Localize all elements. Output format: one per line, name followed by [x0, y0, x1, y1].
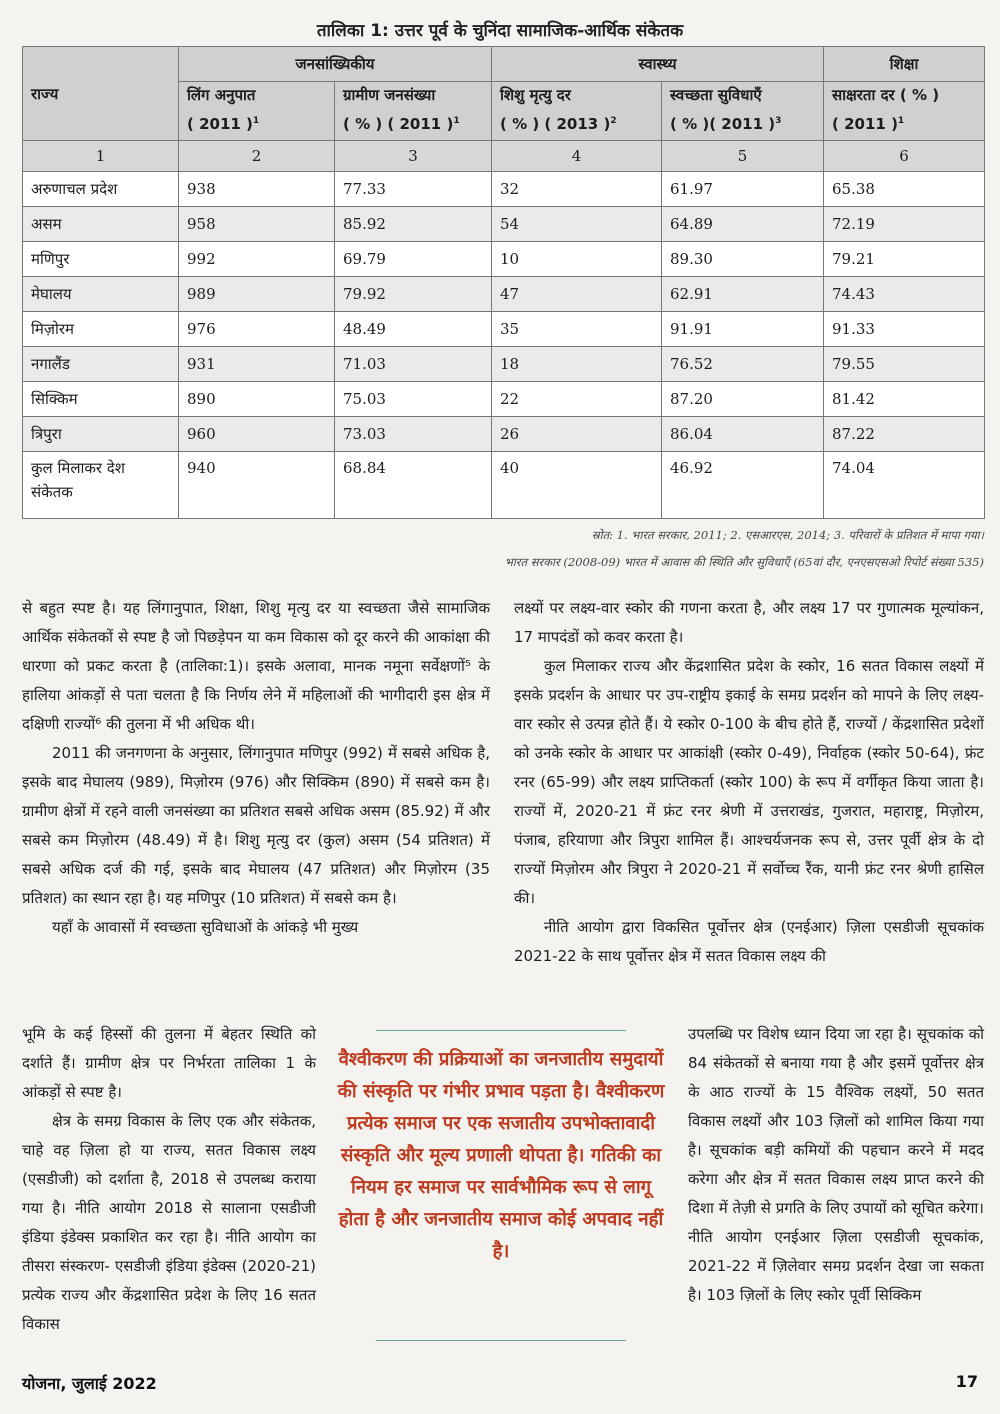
value-cell: 62.91 — [662, 277, 824, 312]
source-note-line-1: स्रोत: 1. भारत सरकार, 2011; 2. एसआरएस, 2014; 3. परिवारों के प्रतिशत में मापा गया। — [591, 528, 984, 542]
value-cell: 91.33 — [824, 312, 985, 347]
value-cell: 87.22 — [824, 417, 985, 452]
value-cell: 940 — [179, 452, 335, 519]
value-cell: 77.33 — [335, 172, 492, 207]
education-group-header: शिक्षा — [824, 47, 985, 82]
value-cell: 32 — [492, 172, 662, 207]
column-number: 4 — [492, 141, 662, 172]
paragraph: यहाँ के आवासों में स्वच्छता सुविधाओं के आंकड़े भी मुख्य — [52, 918, 359, 936]
rural-population-header: ग्रामीण जनसंख्या ( % ) ( 2011 )$^1$ — [335, 82, 492, 141]
column-number: 1 — [23, 141, 179, 172]
value-cell: 10 — [492, 242, 662, 277]
table-row — [23, 207, 985, 242]
value-cell: 79.92 — [335, 277, 492, 312]
value-cell: 76.52 — [662, 347, 824, 382]
source-note-line-2: भारत सरकार (2008-09) भारत में आवास की स्थिति और सुविधाएँ (65वां दौर, एनएसएसओ रिपोर्ट संख्या 535) — [504, 555, 984, 569]
value-cell: 74.43 — [824, 277, 985, 312]
value-cell: 73.03 — [335, 417, 492, 452]
paragraph: कुल मिलाकर राज्य और केंद्रशासित प्रदेश के स्कोर, 16 सतत विकास लक्ष्यों में इसके प्रदर्शन के आधार पर उप-राष्ट्रीय इकाई के समग्र प्रदर्शन को मापने के लिए लक्ष्य-वार स्कोर से उत्पन्न होते हैं। ये स्कोर 0-100 के बीच होते हैं, राज्यों / केंद्रशासित प्रदेशों को उनके स्कोर के आधार पर आकांक्षी (स्कोर 0-49), निर्वाहक (स्कोर 50-64), फ्रंट रनर (65-99) और लक्ष्य प्राप्तिकर्ता (स्कोर 100) के रूप में वर्गीकृत किया जाता है। राज्यों में, 2020-21 में फ्रंट रनर श्रेणी में उत्तराखंड, गुजरात, महाराष्ट्र, मिज़ोरम, पंजाब, हरियाणा और त्रिपुरा शामिल हैं। आश्चर्यजनक रूप से, उत्तर पूर्वी क्षेत्र के दो राज्यों मिज़ोरम और त्रिपुरा ने 2020-21 में सर्वोच्च रैंक, यानी फ्रंट रनर श्रेणी हासिल की। — [514, 657, 984, 907]
sanitation-header: स्वच्छता सुविधाएँ ( % )( 2011 )$^3$ — [662, 82, 824, 141]
narrow-right-column-text — [688, 1020, 984, 1310]
value-cell: 938 — [179, 172, 335, 207]
value-cell: 85.92 — [335, 207, 492, 242]
value-cell: 931 — [179, 347, 335, 382]
value-cell: 79.55 — [824, 347, 985, 382]
value-cell: 35 — [492, 312, 662, 347]
column-number: 3 — [335, 141, 492, 172]
state-name-cell: कुल मिलाकर देश संकेतक — [23, 452, 179, 519]
value-cell: 18 — [492, 347, 662, 382]
paragraph: उपलब्धि पर विशेष ध्यान दिया जा रहा है। सूचकांक को 84 संकेतकों से बनाया गया है और इसमें पूर्वोत्तर क्षेत्र के आठ राज्यों के 15 वैश्विक लक्ष्यों, 50 सतत विकास लक्ष्यों और 103 ज़िलों को शामिल किया गया है। सूचकांक बड़ी कमियों की पहचान करने में मदद करेगा और क्षेत्र में सतत विकास लक्ष्य प्राप्त करने की दिशा में तेज़ी से प्रगति के लिए उपायों को सूचित करेगा। नीति आयोग एनईआर ज़िला एसडीजी सूचकांक, 2021-22 में ज़िलेवार समग्र प्रदर्शन देखा जा सकता है। 103 ज़िलों के लिए स्कोर पूर्वी सिक्किम — [688, 1025, 984, 1304]
value-cell: 54 — [492, 207, 662, 242]
value-cell: 890 — [179, 382, 335, 417]
table-row — [23, 452, 985, 519]
literacy-header: साक्षरता दर ( % ) ( 2011 )$^1$ — [824, 82, 985, 141]
value-cell: 989 — [179, 277, 335, 312]
table-row — [23, 277, 985, 312]
indicator-table — [22, 46, 985, 519]
table-row — [23, 417, 985, 452]
state-name-cell: सिक्किम — [23, 382, 179, 417]
right-column-text — [514, 594, 984, 971]
pullquote-bottom-rule — [376, 1340, 626, 1341]
value-cell: 960 — [179, 417, 335, 452]
value-cell: 74.04 — [824, 452, 985, 519]
column-number: 5 — [662, 141, 824, 172]
value-cell: 69.79 — [335, 242, 492, 277]
value-cell: 79.21 — [824, 242, 985, 277]
column-number-row — [23, 141, 985, 172]
table-row — [23, 172, 985, 207]
paragraph: भूमि के कई हिस्सों की तुलना में बेहतर स्थिति को दर्शाते हैं। ग्रामीण क्षेत्र पर निर्भरता तालिका 1 के आंकड़ों से स्पष्ट है। — [22, 1025, 316, 1101]
table-body — [23, 172, 985, 519]
column-number: 6 — [824, 141, 985, 172]
value-cell: 81.42 — [824, 382, 985, 417]
page-number: 17 — [955, 1372, 978, 1391]
value-cell: 958 — [179, 207, 335, 242]
health-group-header: स्वास्थ्य — [492, 47, 824, 82]
infant-mortality-header: शिशु मृत्यु दर ( % ) ( 2013 )$^2$ — [492, 82, 662, 141]
paragraph: से बहुत स्पष्ट है। यह लिंगानुपात, शिक्षा, शिशु मृत्यु दर या स्वच्छता जैसे सामाजिक आर्थिक संकेतकों से स्पष्ट है जो पिछड़ेपन या कम विकास को दूर करने की आकांक्षा की धारणा को प्रकट करता है (तालिका:1)। इसके अलावा, मानक नमूना सर्वेक्षणों⁵ के हालिया आंकड़ों से पता चलता है कि निर्णय लेने में महिलाओं की भागीदारी इस क्षेत्र में दक्षिणी राज्यों⁶ की तुलना में भी अधिक थी। — [22, 599, 490, 733]
table-group-header-row — [23, 47, 985, 82]
value-cell: 22 — [492, 382, 662, 417]
value-cell: 91.91 — [662, 312, 824, 347]
state-name-cell: मिज़ोरम — [23, 312, 179, 347]
pullquote: वैश्वीकरण की प्रक्रियाओं का जनजातीय समुदायों की संस्कृति पर गंभीर प्रभाव पड़ता है। वैश्वीकरण प्रत्येक समाज पर एक सजातीय उपभोक्तावादी संस्कृति और मूल्य प्रणाली थोपता है। गतिकी का नियम हर समाज पर सार्वभौमिक रूप से लागू होता है और जनजातीय समाज कोई अपवाद नहीं है। — [337, 1049, 665, 1262]
column-number: 2 — [179, 141, 335, 172]
paragraph: क्षेत्र के समग्र विकास के लिए एक और संकेतक, चाहे वह ज़िला हो या राज्य, सतत विकास लक्ष्य (एसडीजी) को दर्शाता है, 2018 से उपलब्ध कराया गया है। नीति आयोग 2018 से सालाना एसडीजी इंडिया इंडेक्स प्रकाशित कर रहा है। नीति आयोग का तीसरा संस्करण- एसडीजी इंडिया इंडेक्स (2020-21) प्रत्येक राज्य और केंद्रशासित प्रदेश के लिए 16 सतत विकास — [22, 1112, 316, 1333]
paragraph: लक्ष्यों पर लक्ष्य-वार स्कोर की गणना करता है, और लक्ष्य 17 पर गुणात्मक मूल्यांकन, 17 मापदंडों को कवर करता है। — [514, 599, 984, 646]
value-cell: 64.89 — [662, 207, 824, 242]
value-cell: 47 — [492, 277, 662, 312]
state-column-header: राज्य — [23, 47, 179, 141]
value-cell: 72.19 — [824, 207, 985, 242]
sex-ratio-header: लिंग अनुपात ( 2011 )$^1$ — [179, 82, 335, 141]
value-cell: 26 — [492, 417, 662, 452]
state-name-cell: त्रिपुरा — [23, 417, 179, 452]
value-cell: 48.49 — [335, 312, 492, 347]
pullquote-top-rule — [376, 1030, 626, 1031]
value-cell: 46.92 — [662, 452, 824, 519]
value-cell: 86.04 — [662, 417, 824, 452]
left-column-text — [22, 594, 490, 942]
paragraph: नीति आयोग द्वारा विकसित पूर्वोत्तर क्षेत्र (एनईआर) ज़िला एसडीजी सूचकांक 2021-22 के साथ पूर्वोत्तर क्षेत्र में सतत विकास लक्ष्य की — [514, 918, 984, 965]
table-row — [23, 382, 985, 417]
value-cell: 65.38 — [824, 172, 985, 207]
demographic-group-header: जनसांख्यिकीय — [179, 47, 492, 82]
magazine-issue-footer: योजना, जुलाई 2022 — [22, 1374, 157, 1393]
value-cell: 87.20 — [662, 382, 824, 417]
value-cell: 40 — [492, 452, 662, 519]
value-cell: 61.97 — [662, 172, 824, 207]
table-row — [23, 312, 985, 347]
value-cell: 976 — [179, 312, 335, 347]
value-cell: 992 — [179, 242, 335, 277]
value-cell: 75.03 — [335, 382, 492, 417]
state-name-cell: मेघालय — [23, 277, 179, 312]
table-row — [23, 242, 985, 277]
state-name-cell: मणिपुर — [23, 242, 179, 277]
state-name-cell: असम — [23, 207, 179, 242]
value-cell: 68.84 — [335, 452, 492, 519]
paragraph: 2011 की जनगणना के अनुसार, लिंगानुपात मणिपुर (992) में सबसे अधिक है, इसके बाद मेघालय (989), मिज़ोरम (976) और सिक्किम (890) में सबसे कम है। ग्रामीण क्षेत्रों में रहने वाली जनसंख्या का प्रतिशत सबसे अधिक असम (85.92) में और सबसे कम मिज़ोरम (48.49) में है। शिशु मृत्यु दर (कुल) असम (54 प्रतिशत) में सबसे अधिक दर्ज की गई, इसके बाद मेघालय (47 प्रतिशत) और मिज़ोरम (35 प्रतिशत) का स्थान रहा है। यह मणिपुर (10 प्रतिशत) में सबसे कम है। — [22, 744, 490, 907]
narrow-left-column-text — [22, 1020, 316, 1339]
value-cell: 71.03 — [335, 347, 492, 382]
state-name-cell: नगालैंड — [23, 347, 179, 382]
value-cell: 89.30 — [662, 242, 824, 277]
table-row — [23, 347, 985, 382]
table-title: तालिका 1: उत्तर पूर्व के चुनिंदा सामाजिक-आर्थिक संकेतक — [316, 21, 684, 41]
state-name-cell: अरुणाचल प्रदेश — [23, 172, 179, 207]
